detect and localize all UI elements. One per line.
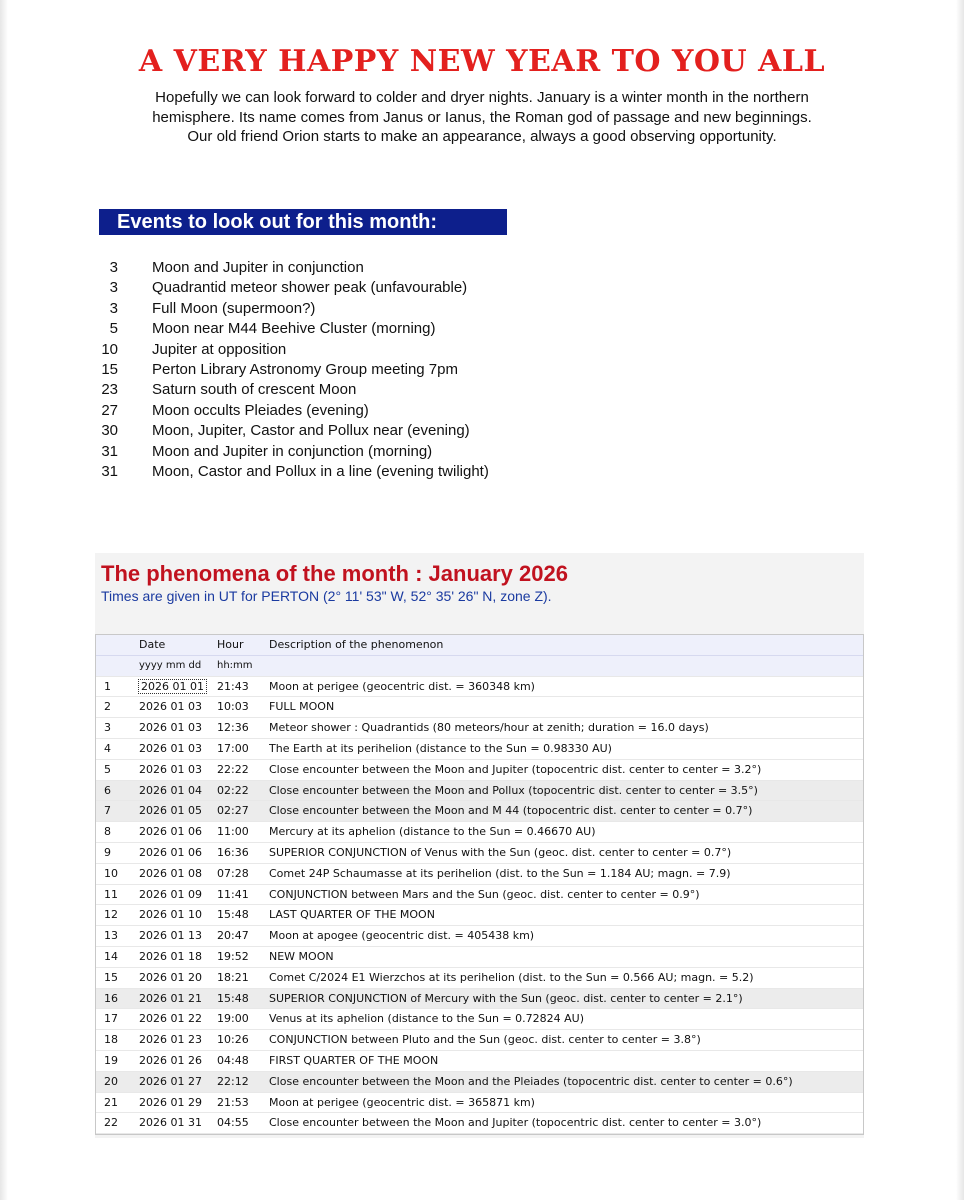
row-description — [269, 822, 863, 842]
row-number — [96, 677, 136, 697]
row-hour-text: 16:36 — [217, 845, 249, 859]
row-date-text: 2026 01 01 — [141, 679, 204, 693]
row-description-text: CONJUNCTION between Pluto and the Sun (geoc. dist. center to center = 3.8°) — [269, 1033, 701, 1047]
row-hour — [217, 1113, 269, 1133]
row-number — [96, 718, 136, 738]
row-hour-text: 04:55 — [217, 1116, 249, 1130]
row-number — [96, 822, 136, 842]
row-number — [96, 968, 136, 988]
row-date — [136, 801, 217, 821]
events-list — [80, 258, 680, 482]
row-description — [269, 864, 863, 884]
row-description-text: Close encounter between the Moon and Jupiter (topocentric dist. center to center = 3.0°) — [269, 1116, 762, 1130]
row-number — [96, 1051, 136, 1071]
event-item — [80, 278, 680, 298]
table-row[interactable] — [96, 1072, 863, 1093]
row-hour-text: 10:26 — [217, 1033, 249, 1047]
table-row[interactable] — [96, 864, 863, 885]
table-row[interactable] — [96, 989, 863, 1010]
row-number-text: 18 — [104, 1033, 118, 1047]
row-hour-text: 02:22 — [217, 783, 249, 797]
row-number — [96, 1113, 136, 1133]
row-hour — [217, 1009, 269, 1029]
row-number — [96, 1030, 136, 1050]
row-date — [136, 718, 217, 738]
row-number — [96, 885, 136, 905]
event-day: 5 — [109, 320, 118, 338]
row-date — [136, 822, 217, 842]
event-item — [80, 442, 680, 462]
row-date — [136, 760, 217, 780]
table-header-row — [96, 635, 863, 656]
intro-line: Our old friend Orion starts to make an appearance, always a good observing opportunity. — [187, 128, 777, 145]
row-description-text: Close encounter between the Moon and the Pleiades (topocentric dist. center to center = 0.6°) — [269, 1074, 793, 1088]
row-date-text: 2026 01 31 — [139, 1116, 202, 1130]
row-date-text: 2026 01 26 — [139, 1053, 202, 1067]
row-number-text: 10 — [104, 866, 118, 880]
row-date — [136, 1009, 217, 1029]
row-hour — [217, 1093, 269, 1113]
row-description-text: Mercury at its aphelion (distance to the Sun = 0.46670 AU) — [269, 825, 596, 839]
row-description-text: Comet C/2024 E1 Wierzchos at its perihelion (dist. to the Sun = 0.566 AU; magn. = 5.2) — [269, 970, 754, 984]
table-row[interactable] — [96, 905, 863, 926]
table-row[interactable] — [96, 739, 863, 760]
row-date — [136, 1093, 217, 1113]
event-day: 3 — [109, 279, 118, 297]
intro-line: hemisphere. Its name comes from Janus or Ianus, the Roman god of passage and new beginnings. — [152, 108, 812, 126]
row-date — [136, 843, 217, 863]
row-number-text: 12 — [104, 908, 118, 922]
table-row[interactable] — [96, 843, 863, 864]
row-hour-text: 22:12 — [217, 1074, 249, 1088]
row-date — [136, 1030, 217, 1050]
row-hour-text: 18:21 — [217, 970, 249, 984]
row-description-text: Close encounter between the Moon and Pollux (topocentric dist. center to center = 3.5°) — [269, 783, 758, 797]
row-description — [269, 781, 863, 801]
row-number-text: 16 — [104, 991, 118, 1005]
row-description-text: Moon at perigee (geocentric dist. = 360348 km) — [269, 679, 535, 693]
row-description-text: The Earth at its perihelion (distance to the Sun = 0.98330 AU) — [269, 741, 612, 755]
units-date: yyyy mm dd — [139, 659, 202, 671]
row-date — [136, 905, 217, 925]
event-description: Moon and Jupiter in conjunction (morning) — [152, 442, 433, 460]
row-hour — [217, 864, 269, 884]
row-description-text: CONJUNCTION between Mars and the Sun (geoc. dist. center to center = 0.9°) — [269, 887, 700, 901]
events-heading: Events to look out for this month: — [99, 209, 507, 235]
row-number — [96, 905, 136, 925]
event-item — [80, 319, 680, 339]
page-edge-left — [0, 0, 8, 1200]
row-date-text: 2026 01 23 — [139, 1033, 202, 1047]
table-row[interactable] — [96, 718, 863, 739]
row-number-text: 22 — [104, 1116, 118, 1130]
row-description — [269, 1030, 863, 1050]
row-description — [269, 905, 863, 925]
event-description: Perton Library Astronomy Group meeting 7pm — [152, 360, 458, 378]
row-date — [136, 947, 217, 967]
row-hour — [217, 1030, 269, 1050]
row-description — [269, 1113, 863, 1133]
row-description-text: NEW MOON — [269, 949, 334, 963]
event-description: Moon, Jupiter, Castor and Pollux near (evening) — [152, 422, 470, 440]
row-hour-text: 04:48 — [217, 1053, 249, 1067]
row-date — [136, 697, 217, 717]
row-hour-text: 07:28 — [217, 866, 249, 880]
row-number — [96, 801, 136, 821]
row-number-text: 7 — [104, 804, 111, 818]
phenomena-table — [95, 634, 864, 1135]
row-description — [269, 760, 863, 780]
event-description: Moon, Castor and Pollux in a line (evening twilight) — [152, 462, 489, 480]
units-description — [269, 656, 863, 676]
event-day: 23 — [101, 381, 118, 399]
row-hour — [217, 718, 269, 738]
row-date-text: 2026 01 20 — [139, 970, 202, 984]
event-day: 31 — [101, 442, 118, 460]
row-date-text: 2026 01 10 — [139, 908, 202, 922]
row-number — [96, 947, 136, 967]
row-number-text: 8 — [104, 825, 111, 839]
row-date-text: 2026 01 18 — [139, 949, 202, 963]
table-row[interactable] — [96, 1113, 863, 1134]
row-date-text: 2026 01 21 — [139, 991, 202, 1005]
row-date — [136, 1072, 217, 1092]
table-row[interactable] — [96, 801, 863, 822]
row-number — [96, 781, 136, 801]
row-date-text: 2026 01 27 — [139, 1074, 202, 1088]
intro-line: Hopefully we can look forward to colder and dryer nights. January is a winter month in the northern — [155, 89, 809, 106]
page-title: A VERY HAPPY NEW YEAR TO YOU ALL — [138, 44, 826, 79]
row-description — [269, 1093, 863, 1113]
event-item — [80, 401, 680, 421]
row-number-text: 13 — [104, 929, 118, 943]
table-row[interactable] — [96, 677, 863, 698]
row-hour — [217, 697, 269, 717]
row-number — [96, 843, 136, 863]
row-number — [96, 864, 136, 884]
row-hour — [217, 989, 269, 1009]
row-description-text: Close encounter between the Moon and Jupiter (topocentric dist. center to center = 3.2°) — [269, 762, 762, 776]
event-description: Jupiter at opposition — [152, 340, 287, 358]
header-description[interactable]: Description of the phenomenon — [269, 638, 444, 651]
row-hour-text: 15:48 — [217, 991, 249, 1005]
table-row[interactable] — [96, 697, 863, 718]
row-hour — [217, 1051, 269, 1071]
row-description — [269, 926, 863, 946]
row-hour — [217, 739, 269, 759]
row-number — [96, 1093, 136, 1113]
row-hour — [217, 781, 269, 801]
table-row[interactable] — [96, 885, 863, 906]
row-description — [269, 697, 863, 717]
row-hour-text: 11:41 — [217, 887, 249, 901]
row-number — [96, 760, 136, 780]
row-hour — [217, 905, 269, 925]
event-item — [80, 340, 680, 360]
row-hour — [217, 760, 269, 780]
table-row[interactable] — [96, 1009, 863, 1030]
row-number-text: 17 — [104, 1012, 118, 1026]
phenomena-title: The phenomena of the month : January 2026 — [101, 561, 568, 586]
row-hour — [217, 926, 269, 946]
row-description-text: Meteor shower : Quadrantids (80 meteors/hour at zenith; duration = 16.0 days) — [269, 721, 709, 735]
row-hour — [217, 801, 269, 821]
row-number-text: 6 — [104, 783, 111, 797]
row-number-text: 11 — [104, 887, 118, 901]
event-day: 31 — [101, 462, 118, 480]
row-hour-text: 11:00 — [217, 825, 249, 839]
phenomena-subtitle: Times are given in UT for PERTON (2° 11' 53" W, 52° 35' 26" N, zone Z). — [101, 588, 552, 604]
row-date — [136, 864, 217, 884]
row-number-text: 19 — [104, 1053, 118, 1067]
row-hour-text: 12:36 — [217, 721, 249, 735]
row-number-text: 4 — [104, 741, 111, 755]
row-date-text: 2026 01 03 — [139, 741, 202, 755]
row-number-text: 21 — [104, 1095, 118, 1109]
event-item — [80, 380, 680, 400]
row-description — [269, 1009, 863, 1029]
event-day: 10 — [101, 340, 118, 358]
row-description-text: FULL MOON — [269, 700, 335, 714]
header-number-cell — [96, 635, 136, 655]
table-row[interactable] — [96, 926, 863, 947]
row-description-text: Venus at its aphelion (distance to the Sun = 0.72824 AU) — [269, 1012, 585, 1026]
row-date-text: 2026 01 03 — [139, 762, 202, 776]
row-description-text: Close encounter between the Moon and M 44 (topocentric dist. center to center = 0.7°) — [269, 804, 753, 818]
row-number — [96, 1072, 136, 1092]
event-day: 30 — [101, 422, 118, 440]
row-number — [96, 926, 136, 946]
table-row[interactable] — [96, 1051, 863, 1072]
row-description-text: Moon at apogee (geocentric dist. = 405438 km) — [269, 929, 535, 943]
row-hour-text: 21:53 — [217, 1095, 249, 1109]
table-row[interactable] — [96, 968, 863, 989]
row-number-text: 5 — [104, 762, 111, 776]
row-description-text: Moon at perigee (geocentric dist. = 365871 km) — [269, 1095, 535, 1109]
row-description — [269, 885, 863, 905]
row-date — [136, 885, 217, 905]
row-hour-text: 19:00 — [217, 1012, 249, 1026]
event-day: 27 — [101, 401, 118, 419]
row-description — [269, 677, 863, 697]
row-hour-text: 21:43 — [217, 679, 249, 693]
row-date — [136, 968, 217, 988]
row-hour-text: 17:00 — [217, 741, 249, 755]
event-description: Full Moon (supermoon?) — [152, 299, 316, 317]
phenomena-panel — [95, 553, 864, 1138]
row-hour — [217, 968, 269, 988]
row-description-text: LAST QUARTER OF THE MOON — [269, 908, 435, 922]
event-item — [80, 258, 680, 278]
table-row[interactable] — [96, 760, 863, 781]
row-date-text: 2026 01 03 — [139, 721, 202, 735]
event-item — [80, 299, 680, 319]
event-day: 15 — [101, 360, 118, 378]
row-description-text: Comet 24P Schaumasse at its perihelion (dist. to the Sun = 1.184 AU; magn. = 7.9) — [269, 866, 731, 880]
row-number — [96, 989, 136, 1009]
row-date-text: 2026 01 08 — [139, 866, 202, 880]
row-description — [269, 1051, 863, 1071]
row-description — [269, 989, 863, 1009]
event-day: 3 — [109, 259, 118, 276]
row-number-text: 2 — [104, 700, 111, 714]
units-hour: hh:mm — [217, 659, 253, 671]
row-date — [136, 926, 217, 946]
row-date-text: 2026 01 06 — [139, 825, 202, 839]
row-number — [96, 1009, 136, 1029]
row-hour-text: 19:52 — [217, 949, 249, 963]
table-row[interactable] — [96, 1030, 863, 1051]
row-description — [269, 739, 863, 759]
row-date-text: 2026 01 13 — [139, 929, 202, 943]
row-hour — [217, 1072, 269, 1092]
event-description: Saturn south of crescent Moon — [152, 381, 357, 399]
table-row[interactable] — [96, 1093, 863, 1114]
row-description — [269, 947, 863, 967]
table-row[interactable] — [96, 781, 863, 802]
row-description — [269, 801, 863, 821]
row-description — [269, 718, 863, 738]
row-number-text: 15 — [104, 970, 118, 984]
row-hour — [217, 677, 269, 697]
row-description-text: FIRST QUARTER OF THE MOON — [269, 1053, 439, 1067]
event-description: Moon occults Pleiades (evening) — [152, 401, 369, 419]
row-description — [269, 968, 863, 988]
row-number — [96, 697, 136, 717]
event-item — [80, 360, 680, 380]
units-number-cell — [96, 656, 136, 676]
row-description-text: SUPERIOR CONJUNCTION of Mercury with the Sun (geoc. dist. center to center = 2.1°) — [269, 991, 743, 1005]
event-day: 3 — [109, 299, 118, 317]
intro-paragraph — [90, 88, 874, 147]
row-description — [269, 1072, 863, 1092]
row-hour-text: 10:03 — [217, 700, 249, 714]
row-hour-text: 22:22 — [217, 762, 249, 776]
event-item — [80, 421, 680, 441]
row-hour — [217, 822, 269, 842]
row-date — [136, 781, 217, 801]
row-number-text: 14 — [104, 949, 118, 963]
row-hour-text: 20:47 — [217, 929, 249, 943]
row-date-text: 2026 01 22 — [139, 1012, 202, 1026]
event-item — [80, 462, 680, 482]
event-description: Quadrantid meteor shower peak (unfavourable) — [152, 279, 468, 297]
row-hour-text: 02:27 — [217, 804, 249, 818]
row-number — [96, 739, 136, 759]
row-date-text: 2026 01 03 — [139, 700, 202, 714]
row-number-text: 3 — [104, 721, 111, 735]
row-date — [136, 1113, 217, 1133]
row-date — [136, 1051, 217, 1071]
row-date — [136, 739, 217, 759]
row-date-text: 2026 01 04 — [139, 783, 202, 797]
row-date-text: 2026 01 06 — [139, 845, 202, 859]
row-date-text: 2026 01 29 — [139, 1095, 202, 1109]
row-number-text: 1 — [104, 679, 111, 693]
row-hour — [217, 947, 269, 967]
page-edge-right — [956, 0, 964, 1200]
table-units-row — [96, 656, 863, 677]
table-body — [96, 677, 863, 1135]
table-row[interactable] — [96, 822, 863, 843]
row-date — [136, 677, 217, 697]
row-date-text: 2026 01 09 — [139, 887, 202, 901]
header-date[interactable]: Date — [139, 638, 166, 651]
row-date — [136, 989, 217, 1009]
row-number-text: 9 — [104, 845, 111, 859]
table-row[interactable] — [96, 947, 863, 968]
row-description — [269, 843, 863, 863]
row-number-text: 20 — [104, 1074, 118, 1088]
event-description: Moon near M44 Beehive Cluster (morning) — [152, 320, 436, 338]
row-hour-text: 15:48 — [217, 908, 249, 922]
row-date-text: 2026 01 05 — [139, 804, 202, 818]
row-description-text: SUPERIOR CONJUNCTION of Venus with the Sun (geoc. dist. center to center = 0.7°) — [269, 845, 732, 859]
event-description: Moon and Jupiter in conjunction — [152, 259, 364, 276]
row-hour — [217, 885, 269, 905]
row-hour — [217, 843, 269, 863]
header-hour[interactable]: Hour — [217, 638, 244, 651]
